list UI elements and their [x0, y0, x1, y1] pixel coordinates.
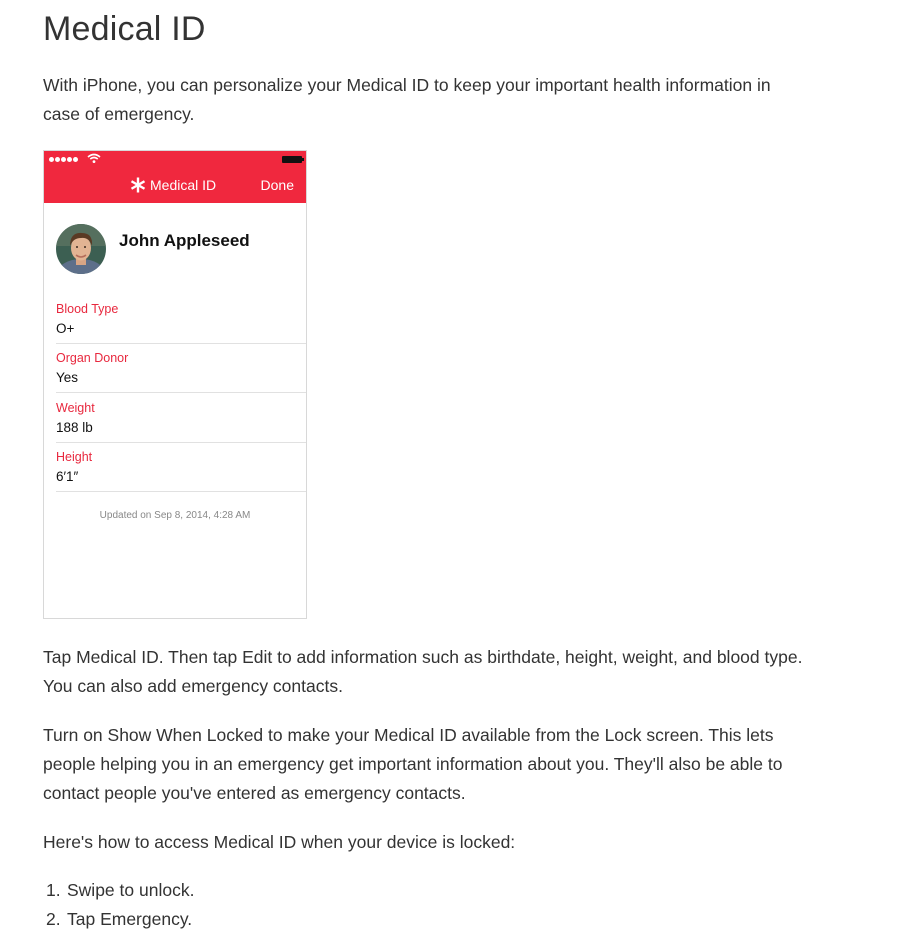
page-title: Medical ID [43, 10, 206, 48]
signal-icon [49, 157, 78, 163]
field-value: 188 lb [56, 420, 93, 435]
avatar [56, 224, 106, 274]
list-item: 1. Swipe to unlock. [46, 880, 195, 900]
how-to-paragraph: Here's how to access Medical ID when your device is locked: [43, 832, 516, 852]
asterisk-icon [130, 177, 146, 193]
tap-instructions: Tap Medical ID. Then tap Edit to add information such as birthdate, height, weight, and blood type. You can also add emergency contacts. [43, 647, 803, 696]
field-height [56, 442, 306, 492]
nav-title [130, 177, 216, 193]
field-label: Weight [56, 401, 95, 415]
field-label: Blood Type [56, 302, 119, 316]
person-name: John Appleseed [119, 231, 250, 250]
updated-timestamp: Updated on Sep 8, 2014, 4:28 AM [99, 510, 251, 521]
wifi-icon [87, 153, 101, 164]
field-organ-donor [56, 343, 306, 393]
field-value: O+ [56, 321, 75, 336]
field-label: Height [56, 450, 93, 464]
field-value: Yes [56, 370, 79, 385]
field-value: 6′1″ [56, 469, 79, 484]
lock-instructions: Turn on Show When Locked to make your Medical ID available from the Lock screen. This lets people helping you in an emergency get important information about you. They'll also be able to contact people you've entered as emergency contacts. [43, 725, 783, 803]
battery-icon [282, 156, 302, 163]
done-button[interactable]: Done [260, 177, 294, 193]
intro-paragraph: With iPhone, you can personalize your Medical ID to keep your important health information in case of emergency. [43, 75, 771, 124]
nav-bar [44, 151, 306, 203]
field-weight [56, 393, 306, 443]
nav-title-label: Medical ID [150, 177, 217, 193]
list-item: 2. Tap Emergency. [46, 909, 193, 929]
field-blood-type [56, 294, 306, 344]
steps-list [43, 876, 194, 934]
field-label: Organ Donor [56, 351, 129, 365]
medical-id-screenshot [43, 150, 307, 619]
